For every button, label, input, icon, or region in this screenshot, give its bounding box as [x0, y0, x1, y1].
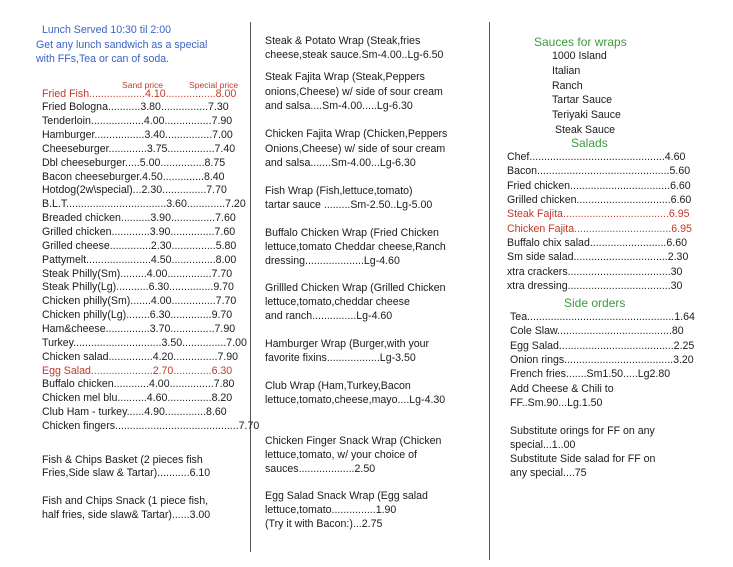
- special-price-header: Special price: [189, 80, 239, 90]
- wrap-fish-1: Fish Wrap (Fish,lettuce,tomato): [265, 185, 413, 197]
- wrap-steak-fajita-2: onions,Cheese) w/ side of sour cream: [265, 86, 443, 98]
- menu-item: Bacon cheeseburger.4.50..............8.40: [42, 170, 225, 183]
- column-divider-left: [250, 22, 251, 552]
- column-2-wraps: [262, 0, 484, 567]
- column-1: [34, 0, 260, 567]
- wrap-egg-salad-2: lettuce,tomato...............1.90: [265, 504, 397, 516]
- salad-item: Sm side salad................................2.30: [507, 251, 689, 264]
- menu-item: Egg Salad.....................2.70.............6.30: [42, 364, 233, 377]
- substitute-orings-1: Substitute orings for FF on any: [510, 425, 655, 437]
- wrap-chicken-fajita-3: and salsa.......Sm-4.00...Lg-6.30: [265, 157, 416, 169]
- fish-snack-line2: half fries, side slaw& Tartar)......3.00: [42, 509, 211, 521]
- substitute-salad-1: Substitute Side salad for FF on: [510, 453, 656, 465]
- menu-item: Dbl cheeseburger.....5.00...............8.75: [42, 156, 226, 169]
- menu-item: Chicken fingers..........................................7.70: [42, 419, 260, 432]
- sauce-item: Teriyaki Sauce: [552, 109, 621, 122]
- salads-heading: Salads: [571, 136, 608, 150]
- menu-item: Chicken philly(Lg)........6.30..............9.70: [42, 309, 233, 322]
- fish-basket-line2: Fries,Side slaw & Tartar)...........6.10: [42, 467, 211, 479]
- wrap-steak-potato-2: cheese,steak sauce.Sm-4.00..Lg-6.50: [265, 49, 444, 61]
- side-item: Onion rings.....................................3.20: [510, 353, 694, 366]
- side-item: Tea..................................................1.64: [510, 311, 695, 323]
- menu-item: Steak Philly(Sm).........4.00...............7.70: [42, 267, 233, 280]
- wrap-chicken-finger-1: Chicken Finger Snack Wrap (Chicken: [265, 435, 442, 447]
- menu-item: Chicken mel blu..........4.60...............8.20: [42, 392, 233, 405]
- sauce-item: Steak Sauce: [555, 124, 616, 136]
- menu-item: Grilled cheese..............2.30...............5.80: [42, 239, 237, 252]
- substitute-salad-2: any special....75: [510, 467, 587, 479]
- menu-item: Fried Bologna...........3.80................7.30: [42, 101, 229, 114]
- sauce-item: Tartar Sauce: [552, 94, 613, 107]
- wrap-egg-salad-1: Egg Salad Snack Wrap (Egg salad: [265, 490, 428, 502]
- wrap-buffalo-2: lettuce,tomato Cheddar cheese,Ranch: [265, 241, 446, 253]
- salad-item: Buffalo chix salad..........................6.60: [507, 237, 687, 250]
- menu-item: Chicken salad...............4.20...............7.90: [42, 350, 239, 363]
- menu-item: Grilled chicken.............3.90...............7.60: [42, 226, 236, 238]
- salad-item: Grilled chicken................................6.60: [507, 194, 692, 207]
- wrap-club-2: lettuce,tomato,cheese,mayo....Lg-4.30: [265, 394, 446, 406]
- sauce-item: Italian: [552, 64, 581, 77]
- lunch-special-line1: Get any lunch sandwich as a special: [36, 39, 208, 51]
- sauce-item: Ranch: [552, 79, 583, 92]
- menu-item: Steak Philly(Lg)...........6.30...............9.70: [42, 281, 234, 294]
- side-item: Cole Slaw.......................................80: [510, 325, 684, 338]
- side-item: FF..Sm.90...Lg.1.50: [510, 396, 603, 409]
- substitute-orings-2: special...1..00: [510, 439, 576, 451]
- sauce-item: 1000 Island: [552, 50, 607, 62]
- menu-item: Club Ham - turkey......4.90..............8.60: [42, 406, 227, 419]
- salad-item: Chicken Fajita.................................6.95: [507, 222, 692, 235]
- menu-item: Chicken philly(Sm).......4.00...............7.70: [42, 295, 237, 308]
- wrap-egg-salad-3: (Try it with Bacon:)...2.75: [265, 518, 383, 530]
- side-orders-heading: Side orders: [564, 296, 626, 310]
- lunch-hours: Lunch Served 10:30 til 2:00: [42, 24, 171, 36]
- menu-item: Buffalo chicken............4.00...............7.80: [42, 378, 235, 391]
- menu-item: Pattymelt......................4.50...............8.00: [42, 253, 237, 266]
- menu-item: Breaded chicken..........3.90...............7.60: [42, 212, 236, 225]
- wrap-chicken-fajita-2: Onions,Cheese) w/ side of sour cream: [265, 143, 446, 155]
- salad-item: Fried chicken..................................6.60: [507, 179, 691, 192]
- wrap-grilled-1: Grillled Chicken Wrap (Grilled Chicken: [265, 282, 446, 294]
- salad-item: Steak Fajita....................................6.95: [507, 208, 690, 221]
- wrap-fish-2: tartar sauce .........Sm-2.50..Lg-5.00: [265, 199, 433, 211]
- sauces-heading: Sauces for wraps: [534, 35, 627, 49]
- menu-item: Turkey..............................3.50...............7.00: [42, 336, 247, 349]
- salad-item: xtra dressing...................................30: [507, 280, 683, 293]
- wrap-chicken-finger-3: sauces...................2.50: [265, 463, 376, 475]
- fish-snack-line1: Fish and Chips Snack (1 piece fish,: [42, 495, 209, 507]
- salad-item: Bacon.............................................5.60: [507, 165, 691, 178]
- side-item: Egg Salad.......................................2.25: [510, 339, 695, 352]
- menu-item: Tenderloin..................4.00................7.90: [42, 115, 233, 128]
- wrap-buffalo-3: dressing....................Lg-4.60: [265, 255, 400, 267]
- wrap-hamburger-1: Hamburger Wrap (Burger,with your: [265, 338, 430, 350]
- menu-item: Hotdog(2w\special)...2.30...............7.70: [42, 184, 227, 197]
- menu-item: Fried Fish...................4.10.................8.00: [42, 87, 237, 100]
- wrap-steak-fajita-1: Steak Fajita Wrap (Steak,Peppers: [265, 71, 425, 83]
- side-item: Add Cheese & Chili to: [510, 382, 614, 395]
- lunch-special-line2: with FFs,Tea or can of soda.: [36, 53, 170, 65]
- wrap-grilled-2: lettuce,tomato,cheddar cheese: [265, 296, 410, 308]
- wrap-grilled-3: and ranch...............Lg-4.60: [265, 310, 393, 322]
- wrap-hamburger-2: favorite fixins..................Lg-3.50: [265, 352, 416, 364]
- menu-item: B.L.T..................................3.60.............7.20: [42, 198, 246, 211]
- column-divider-right: [489, 22, 490, 560]
- wrap-steak-potato-1: Steak & Potato Wrap (Steak,fries: [265, 35, 421, 47]
- wrap-buffalo-1: Buffalo Chicken Wrap (Fried Chicken: [265, 227, 439, 239]
- wrap-steak-fajita-3: and salsa....Sm-4.00.....Lg-6.30: [265, 100, 413, 112]
- wrap-chicken-finger-2: lettuce,tomato, w/ your choice of: [265, 449, 417, 461]
- menu-item: Ham&cheese...............3.70...............7.90: [42, 322, 236, 335]
- column-3: [502, 0, 698, 567]
- wrap-club-1: Club Wrap (Ham,Turkey,Bacon: [265, 380, 411, 392]
- side-item: French fries.......Sm1.50.....Lg2.80: [510, 368, 671, 381]
- wrap-chicken-fajita-1: Chicken Fajita Wrap (Chicken,Peppers: [265, 128, 448, 140]
- menu-item: Hamburger.................3.40................7.00: [42, 129, 233, 142]
- sand-price-header: Sand price: [122, 80, 164, 90]
- fish-basket-line1: Fish & Chips Basket (2 pieces fish: [42, 454, 203, 466]
- salad-item: Chef..............................................4.60: [507, 151, 686, 163]
- salad-item: xtra crackers...................................30: [507, 265, 683, 278]
- menu-item: Cheeseburger.............3.75................7.40: [42, 142, 236, 155]
